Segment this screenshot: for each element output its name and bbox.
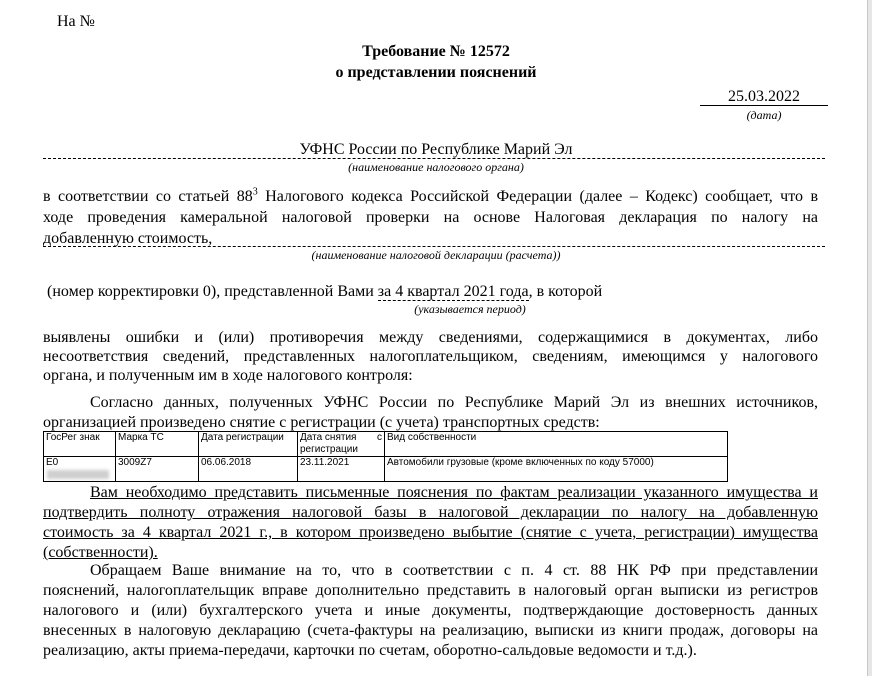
redacted-plate	[47, 470, 109, 479]
header-ownership: Вид собственности	[385, 432, 728, 457]
demand-line-3: стоимость за 4 квартал 2021 г., в котором произведено выбытие (снятие с учета, регистрации) имущества	[43, 524, 818, 541]
attention-line-4: внесенных в налоговую декларацию (счета-фактуры на реализацию, выписки из книги продаж, договоры на	[43, 622, 818, 639]
page-edge	[867, 0, 872, 676]
cell-reg-date: 06.06.2018	[199, 457, 298, 482]
demand-line-1: Вам необходимо представить письменные пояснения по фактам реализации указанного имущества и	[90, 484, 818, 501]
tax-authority-name: УФНС России по Республике Марий Эл	[299, 141, 573, 158]
reporting-period: за 4 квартал 2021 года	[377, 283, 529, 300]
findings-line-1: выявлены ошибки и (или) противоречия между сведениями, содержащимися в документах, либо	[43, 329, 818, 346]
according-line-2: организацией произведено снятие с регистрации (с учета) транспортных средств:	[43, 414, 600, 431]
attention-line-2: пояснений, налогоплательщик вправе дополнительно представить в налоговый орган выписки из регистров	[43, 582, 818, 599]
demand-line-4: (собственности).	[43, 544, 158, 561]
declaration-caption: (наименование налоговой декларации (расчета))	[311, 248, 561, 262]
date-caption: (дата)	[746, 108, 782, 122]
according-line-1: Согласно данных, полученных УФНС России по Республике Марий Эл из внешних источников,	[90, 394, 818, 411]
authority-underline	[43, 158, 825, 159]
table-row	[44, 457, 728, 482]
header-brand: Марка ТС	[116, 432, 199, 457]
table-header-row	[44, 432, 728, 457]
period-line: (номер корректировки 0), представленной Вами за 4 квартал 2021 года, в которой	[47, 283, 603, 300]
header-plate: ГосРег знак	[44, 432, 116, 457]
cell-brand: 3009Z7	[116, 457, 199, 482]
document-title: Требование № 12572	[362, 43, 510, 60]
cell-ownership: Автомобили грузовые (кроме включенных по коду 57000)	[385, 457, 728, 482]
intro-line-2: ходе проведения камеральной налоговой проверки на основе Налоговая декларация по налогу на	[43, 209, 818, 226]
findings-line-3: органа, и полученным им в ходе налогового контроля:	[43, 367, 413, 384]
attention-line-3: налогового и (или) бухгалтерского учета и иные документы, подтверждающие достоверность данных	[43, 602, 818, 619]
authority-caption: (наименование налогового органа)	[348, 160, 524, 174]
intro-line-3: добавленную стоимость,	[43, 230, 213, 247]
cell-dereg-date: 23.11.2021	[298, 457, 385, 482]
period-caption: (указывается период)	[414, 302, 526, 316]
vehicles-table	[43, 431, 728, 482]
cell-plate: Е0	[44, 457, 116, 482]
document-subtitle: о представлении пояснений	[335, 64, 537, 81]
findings-line-2: несоответствия сведений, представленных налогоплательщиком, сведениям, имеющимся у налогового	[43, 348, 818, 365]
document-date: 25.03.2022	[728, 88, 800, 105]
declaration-underline	[43, 246, 825, 247]
intro-line-1: в соответствии со статьей $88^3$ Налогового кодекса Российской Федерации (далее – Кодекс) сообщает, что в	[43, 186, 819, 205]
attention-line-5: реализацию, акты приема-передачи, карточки по счетам, оборотно-сальдовые ведомости и т.д.).	[43, 642, 697, 659]
header-reg-date: Дата регистрации	[199, 432, 298, 457]
date-underline	[700, 105, 828, 106]
header-dereg-date: Дата снятия с регистрации	[298, 432, 385, 457]
demand-line-2: подтвердить полноту отражения налоговой базы в налоговой декларации по налогу на добавленную	[43, 504, 818, 521]
reference-number-label: На №	[57, 13, 95, 30]
attention-line-1: Обращаем Ваше внимание на то, что в соответствии с п. 4 ст. 88 НК РФ при представлении	[90, 562, 818, 579]
